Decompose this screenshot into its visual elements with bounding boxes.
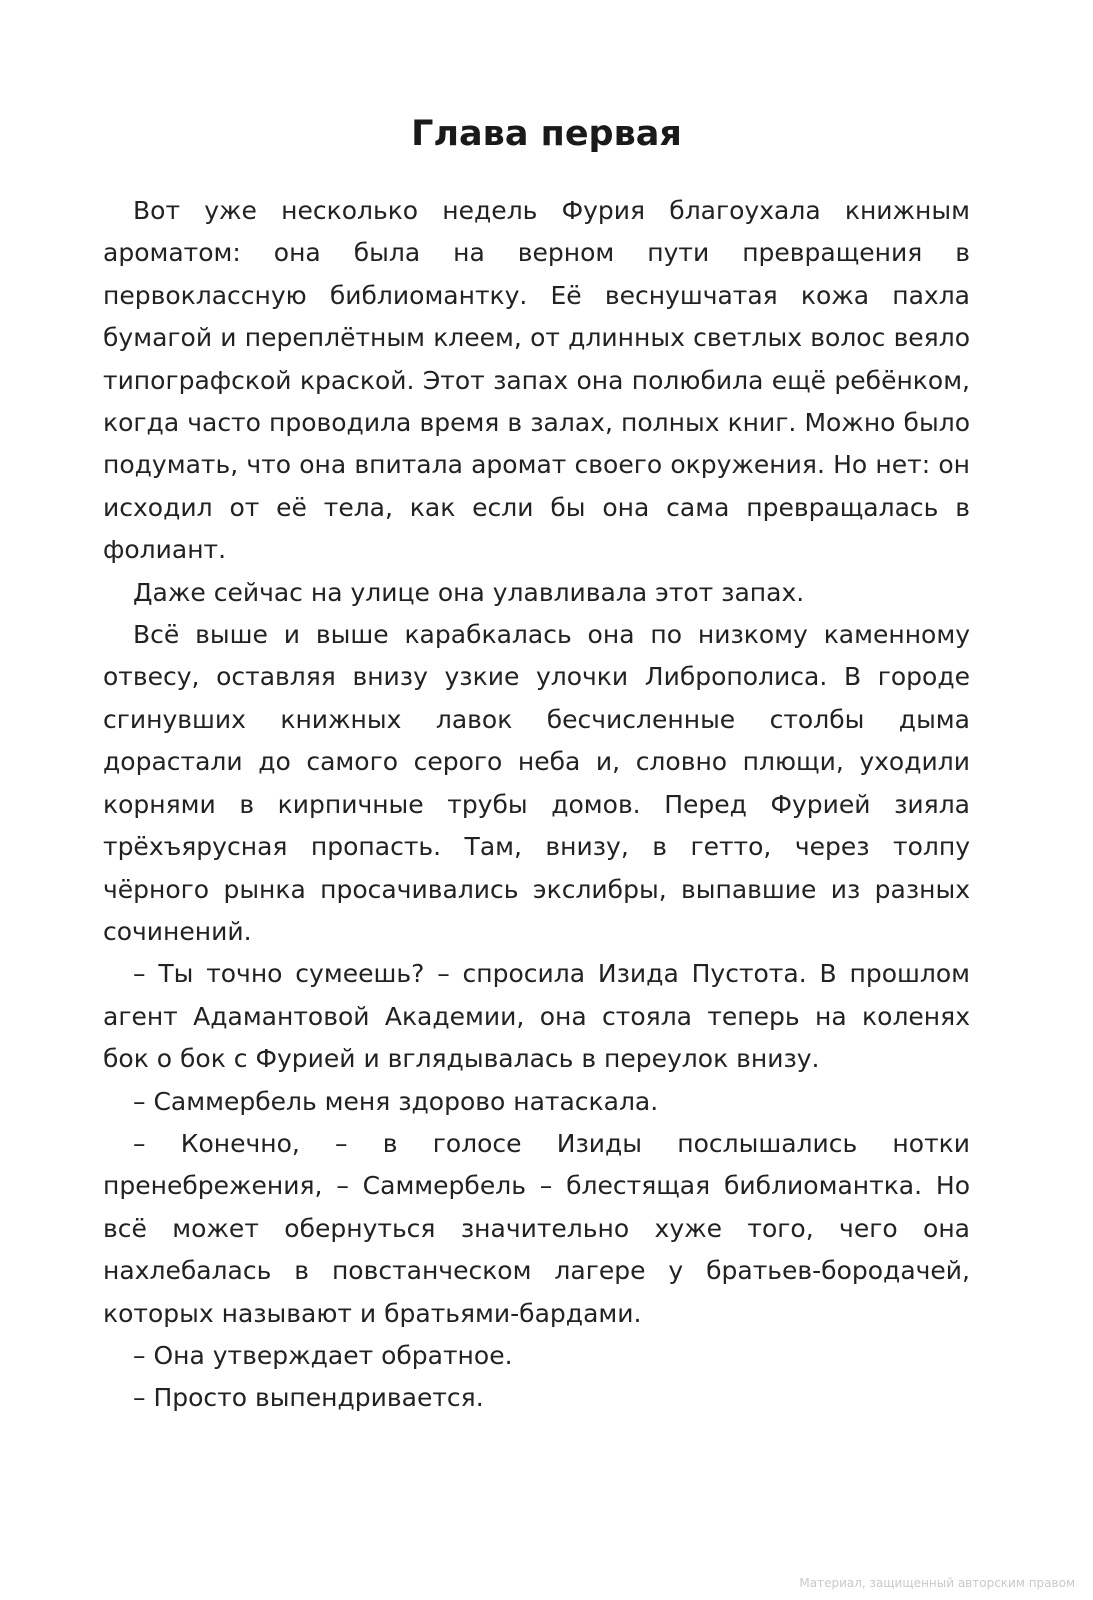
paragraph: – Саммербель меня здорово натаскала. bbox=[133, 1086, 659, 1116]
chapter-title: Глава первая bbox=[411, 114, 682, 154]
paragraph: – Она утверждает обратное. bbox=[133, 1340, 513, 1370]
chapter-body bbox=[103, 190, 970, 1420]
paragraph: – Конечно, – в голосе Изиды послышались нотки пренебрежения, – Саммербель – блестящая библиомантка. Но всё может обернуться значительно хуже того, чего она нахлебалась в повстанческом лагере у братьев-бородачей, которых называют и братьями-бардами. bbox=[103, 1128, 970, 1328]
copyright-watermark: Материал, защищенный авторским правом bbox=[799, 1576, 1075, 1590]
paragraph: – Ты точно сумеешь? – спросила Изида Пустота. В прошлом агент Адамантовой Академии, она стояла теперь на коленях бок о бок с Фурией и вглядывалась в переулок внизу. bbox=[103, 959, 970, 1074]
paragraph: Всё выше и выше карабкалась она по низкому каменному отвесу, оставляя внизу узкие улочки Либрополиса. В городе сгинувших книжных лавок бесчисленные столбы дыма дорастали до самого серого неба и, словно плющи, уходили корнями в кирпичные трубы домов. Перед Фурией зияла трёхъярусная пропасть. Там, внизу, в гетто, через толпу чёрного рынка просачивались экслибры, выпавшие из разных сочинений. bbox=[103, 620, 970, 946]
paragraph: Вот уже несколько недель Фурия благоухала книжным ароматом: она была на верном пути превращения в первоклассную библиомантку. Её веснушчатая кожа пахла бумагой и переплётным клеем, от длинных светлых волос веяло типографской краской. Этот запах она полюбила ещё ребёнком, когда часто проводила время в залах, полных книг. Можно было подумать, что она впитала аромат своего окружения. Но нет: он исходил от её тела, как если бы она сама превращалась в фолиант. bbox=[103, 196, 970, 565]
paragraph: – Просто выпендривается. bbox=[133, 1383, 484, 1413]
paragraph: Даже сейчас на улице она улавливала этот запах. bbox=[133, 577, 805, 607]
